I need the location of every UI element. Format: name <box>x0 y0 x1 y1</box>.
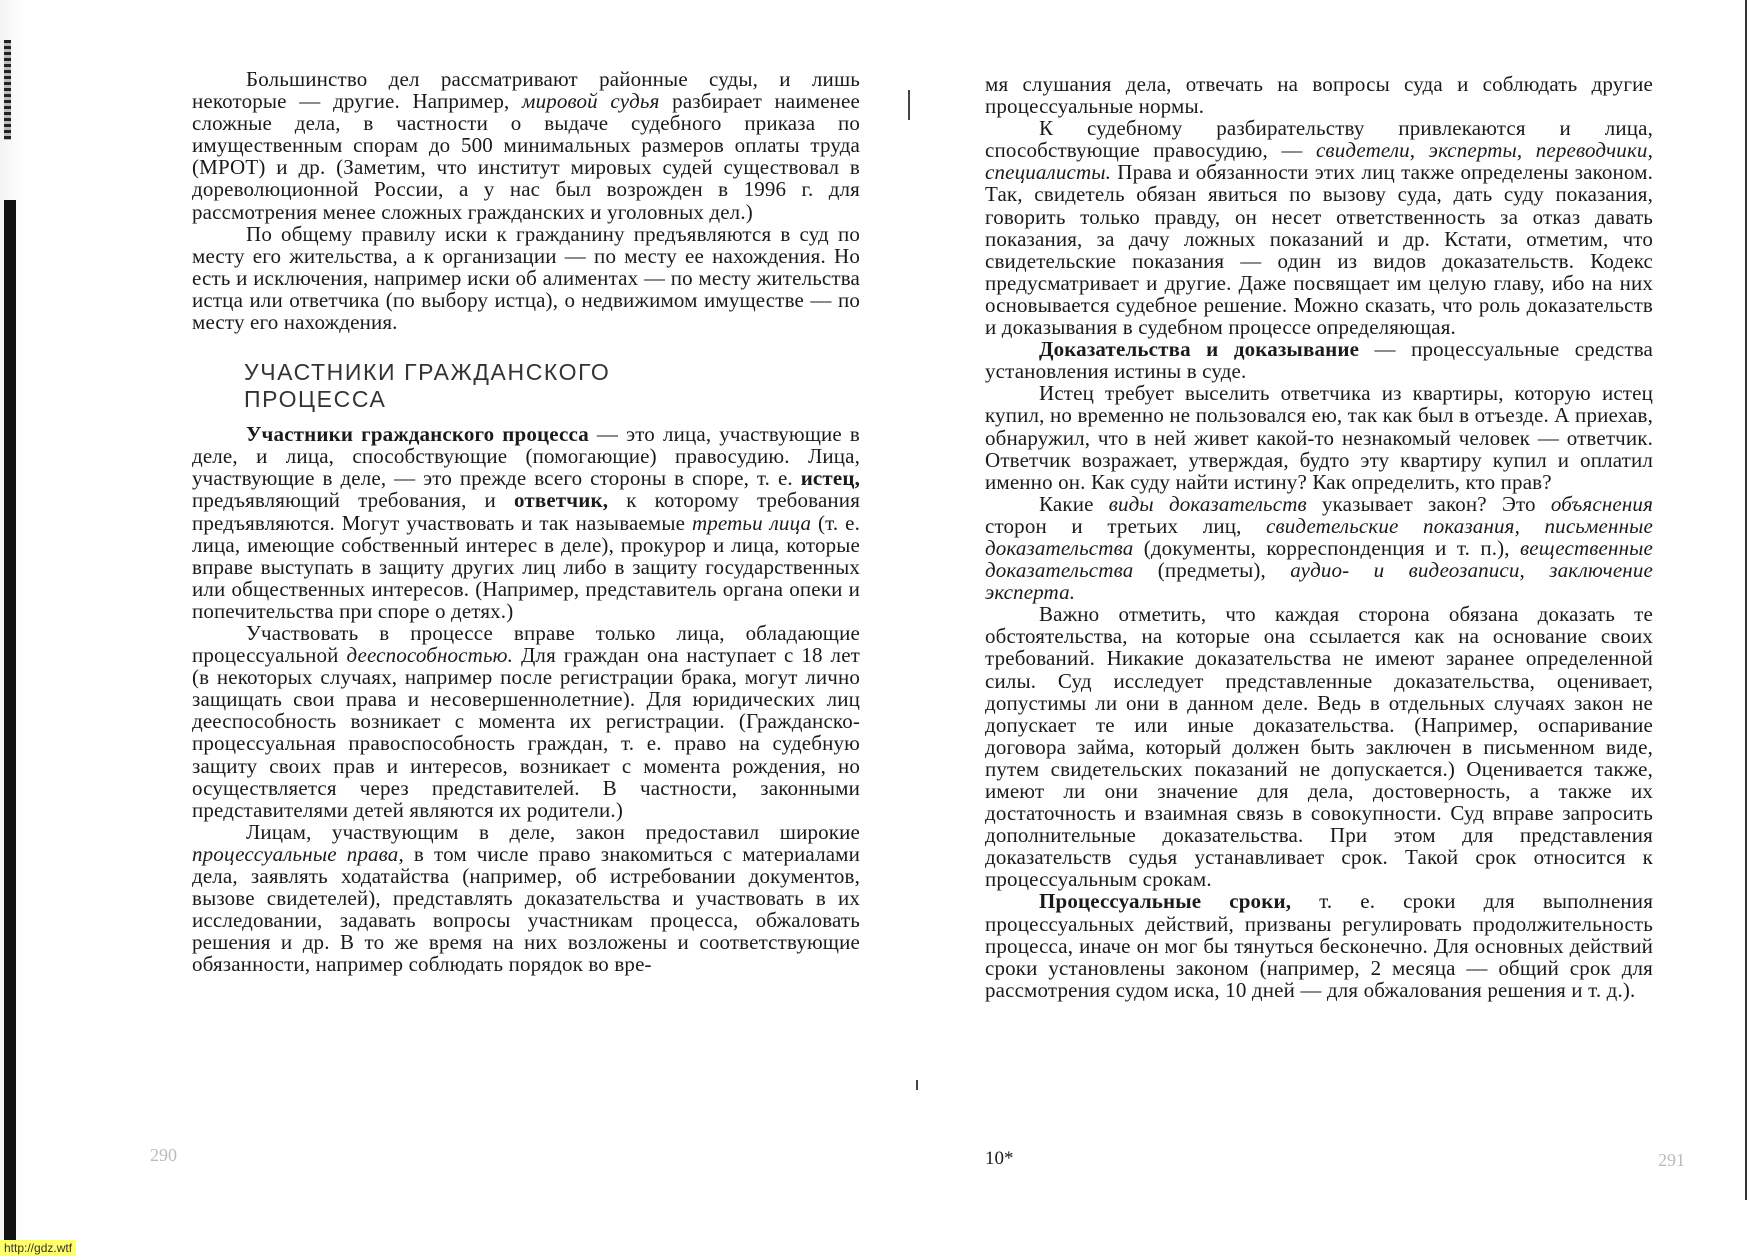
paragraph <box>985 382 1653 492</box>
left-page <box>192 68 860 975</box>
paragraph <box>985 117 1653 338</box>
printer-signature: 10* <box>985 1148 1014 1169</box>
paragraph <box>985 338 1653 382</box>
page-number: 291 <box>1658 1150 1685 1170</box>
text-run: По общему правилу иски к гражданину предъявляются в суд по месту его жительства, а к организации — по месту ее нахождения. Но есть и исключения, например иски об алиментах — по месту жительства истца или ответчика (по выбору истца), о недвижимом имуществе — по месту его нахождения. <box>192 221 860 335</box>
bold-term: Участники гражданского процесса <box>246 422 589 447</box>
text-run: предъявляющий требования, и <box>192 488 514 513</box>
text-run: Важно отметить, что каждая сторона обязана доказать те обстоятельства, на которые она ссылается как на основание своих требований. Никакие доказательства не имеют заранее определенной силы. Суд исследует представленные доказательства, оценивает, допустимы ли они в данном деле. Ведь в отдельных случаях закон не допускает те или иные доказательства. (Например, оспаривание договора займа, который должен быть заключен в письменном виде, путем свидетельских показаний не допускается.) Оценивается также, имеют ли они значение для дела, достоверность, а также их достаточность и взаимная связь в совокупности. Суд вправе запросить дополнительные доказательства. При этом для представления доказательств судья устанавливает срок. Такой срок относится к процессуальным срокам. <box>985 602 1653 892</box>
right-text <box>985 73 1653 1001</box>
text-run: т. е. сроки для выполнения процессуальных действий, призваны регулировать продолжительность процесса, иначе он мог бы тянуться бесконечно. Для основных действий сроки установлены законом (например, 2 месяца — общий срок для рассмотрения судом иска, 10 дней — для обжалования решения и т. д.). <box>985 889 1654 1002</box>
bold-term: Процессуальные сроки, <box>1039 889 1292 914</box>
italic-term: виды доказательств <box>1108 491 1307 516</box>
italic-term: вещественные доказательства <box>985 535 1653 583</box>
text-run: Права и обязанности этих лиц также определены законом. Так, свидетель обязан явиться по вызову суда, дать суду показания, говорить только правду, он несет ответственность за отказ давать показания, за дачу ложных показаний и др. Кстати, отметим, что свидетельские показания — один из видов доказательств. Кодекс предусматривает и другие. Даже посвящает им целую главу, ибо на них основывается судебное решение. Можно сказать, что роль доказательств и доказывания в судебном процессе определяющая. <box>985 160 1653 340</box>
left-text-after-heading <box>192 423 860 975</box>
text-run: (предметы), <box>1133 558 1291 583</box>
paragraph <box>192 223 860 333</box>
paragraph <box>192 68 860 223</box>
text-run: Для граждан она наступает с 18 лет (в некоторых случаях, например после регистрации брака, могут лично защищать свои права и несовершеннолетние). Для юридических лиц дееспособность возникает с момента их регистрации. (Гражданско-процессуальная правоспособность граждан, т. е. право на судебную защиту своих прав и интересов, возникает с момента рождения, но осуществляется через представителей. В частности, законными представителями детей являются их родители.) <box>192 643 860 822</box>
watermark-link[interactable]: http://gdz.wtf <box>0 1240 76 1256</box>
text-run: сторон и третьих лиц, <box>985 513 1267 538</box>
text-run: Истец требует выселить ответчика из квартиры, которую истец купил, но временно не пользовался ею, так как был в отъезде. А приехав, обнаружил, что в ней живет какой-то незнакомый человек — ответчик. Ответчик возражает, утверждая, будто эту квартиру купил и оплатил именно он. Как суду найти истину? Как определить, кто прав? <box>985 381 1653 494</box>
left-text-before-heading <box>192 68 860 333</box>
text-run: (т. е. лица, имеющие собственный интерес в деле), прокурор и лица, которые вправе выступать в защиту других лиц либо в защиту государственных или общественных интересов. (Например, представитель органа опеки и попечительства при споре о детях.) <box>192 510 860 623</box>
paragraph <box>985 603 1653 890</box>
text-run: разбирает наименее сложные дела, в частности о выдаче судебного приказа по имущественным спорам до 500 минимальных размеров оплаты труда (МРОТ) и др. (Заметим, что институт мировых судей существовал в дореволюционной России, а у нас был возрожден в 1996 г. для рассмотрения менее сложных гражданских и уголовных дел.) <box>192 89 860 224</box>
paragraph <box>985 73 1653 117</box>
heading-line: ПРОЦЕССА <box>244 386 387 413</box>
text-run: (документы, корреспонденция и т. п.), <box>1133 535 1521 560</box>
text-run: мя слушания дела, отвечать на вопросы суда и соблюдать другие процессуальные нормы. <box>985 72 1653 119</box>
scan-artifact <box>4 200 16 1240</box>
italic-term: объяснения <box>1550 491 1653 516</box>
text-run: указывает закон? Это <box>1306 491 1551 516</box>
italic-term: свидетели, эксперты, переводчики, специалисты. <box>985 138 1653 185</box>
text-run: Лицам, участвующим в деле, закон предоставил широкие <box>246 819 860 844</box>
text-run: К судебному разбирательству привлекаются и лица, способствующие правосудию, — <box>985 116 1653 163</box>
italic-term: третьи лица <box>691 510 812 535</box>
text-run: Участвовать в процессе вправе только лица, обладающие процессуальной <box>192 620 860 668</box>
gutter-mark <box>916 1080 918 1090</box>
gutter-mark <box>908 90 910 120</box>
heading-line: УЧАСТНИКИ ГРАЖДАНСКОГО <box>244 359 611 386</box>
paragraph <box>192 821 860 976</box>
paragraph <box>192 423 860 622</box>
paragraph <box>192 622 860 821</box>
text-run: Большинство дел рассматривают районные суды, и лишь некоторые — другие. Например, <box>192 67 860 114</box>
page-edge-line <box>1745 0 1747 1200</box>
page-number: 290 <box>150 1145 177 1165</box>
bold-term: ответчик, <box>513 488 609 513</box>
italic-term: дееспособностью. <box>346 643 514 668</box>
text-run: в том числе право знакомиться с материалами дела, заявлять ходатайства (например, об истребовании документов, вызове свидетелей), представлять доказательства и участвовать в их исследовании, задавать вопросы участникам процесса, обжаловать решения и др. В то же время на них возложены и соответствующие обязанности, например соблюдать порядок во вре- <box>192 841 860 977</box>
right-page <box>985 73 1653 1001</box>
text-run: к которому требования предъявляются. Могут участвовать и так называемые <box>192 488 860 535</box>
italic-term: свидетельские показания, письменные доказательства <box>985 513 1653 560</box>
scan-artifact <box>4 40 11 140</box>
paragraph <box>985 493 1653 603</box>
bold-term: истец, <box>800 466 860 491</box>
italic-term: процессуальные права, <box>192 841 404 866</box>
binding-edge <box>0 0 24 1256</box>
text-run: — это лица, участвующие в деле, и лица, способствующие (помогающие) правосудию. Лица, участвующие в деле, — это прежде всего стороны в споре, т. е. <box>192 422 860 491</box>
section-heading <box>244 359 860 413</box>
italic-term: аудио- и видеозаписи, заключение эксперта. <box>985 558 1653 605</box>
paragraph <box>985 890 1653 1000</box>
italic-term: мировой судья <box>522 89 660 114</box>
text-run: Какие <box>1039 491 1109 516</box>
text-run: — процессуальные средства установления истины в суде. <box>985 337 1653 384</box>
bold-term: Доказательства и доказывание <box>1039 337 1360 362</box>
